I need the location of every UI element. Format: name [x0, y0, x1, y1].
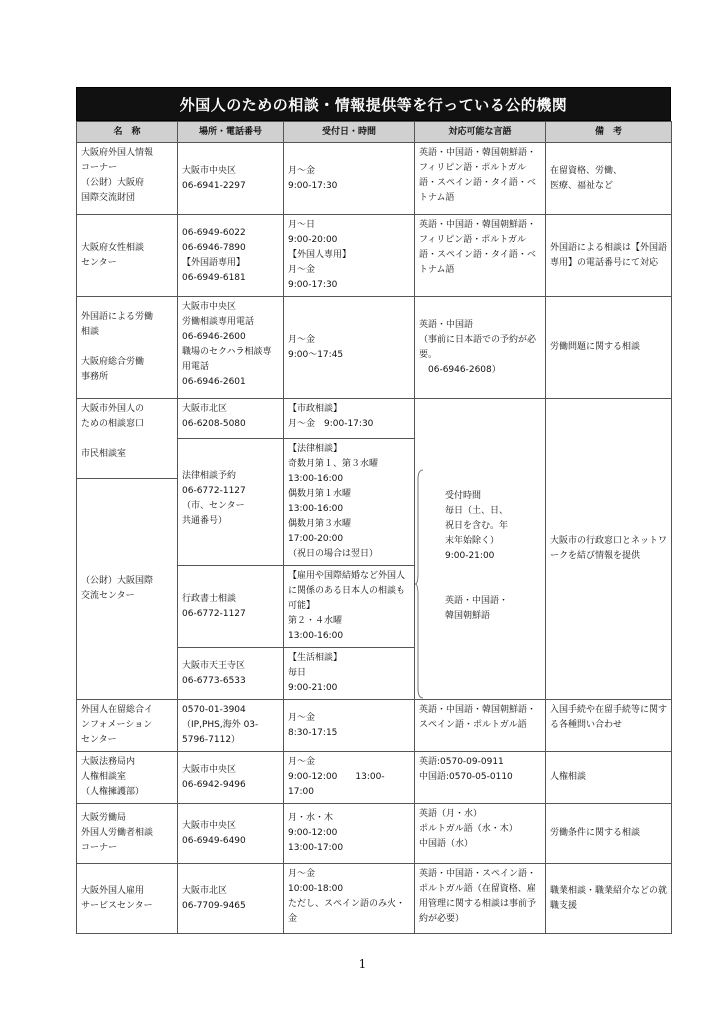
- cell-note: 外国語による相談は【外国語専用】の電話番号にて対応: [546, 215, 672, 297]
- cell-time: 月・水・木 9:00-12:00 13:00-17:00: [284, 804, 415, 864]
- header-time: 受付日・時間: [284, 122, 415, 143]
- cell-time: 月～金 9:00～17:45: [284, 297, 415, 399]
- cell-note: 在留資格、労働、 医療、福祉など: [546, 143, 672, 215]
- cell-note: 入国手続や在留手続等に関する各種問い合わせ: [546, 700, 672, 752]
- cell-time: 【生活相談】 毎日 9:00-21:00: [284, 648, 415, 700]
- brace-mark: [415, 469, 425, 699]
- cell-language: 英語（月・水） ポルトガル語（水・木） 中国語（水）: [415, 804, 546, 864]
- cell-place: 大阪市中央区 労働相談専用電話 06-6946-2600 職場のセクハラ相談専用電話 06-6946-2601: [178, 297, 284, 399]
- cell-name: 大阪府女性相談 センター: [77, 215, 178, 297]
- table-row: [77, 297, 672, 399]
- cell-language: 英語・中国語 （事前に日本語での予約が必要。 06-6946-2608）: [415, 297, 546, 399]
- cell-language: 英語・中国語・スペイン語・ポルトガル語（在留資格、雇用管理に関する相談は事前予約が必要）: [415, 864, 546, 934]
- header-row: [77, 122, 672, 143]
- header-place: 場所・電話番号: [178, 122, 284, 143]
- cell-place: 大阪市中央区 06-6942-9496: [178, 752, 284, 804]
- cell-time: 月～金 9:00-17:30: [284, 143, 415, 215]
- cell-note: 労働条件に関する相談: [546, 804, 672, 864]
- cell-name: 大阪法務局内 人権相談室 （人権擁護部）: [77, 752, 178, 804]
- cell-time: 【市政相談】 月～金 9:00-17:30: [284, 399, 415, 439]
- cell-time: 月～金 10:00-18:00 ただし、スペイン語のみ火・金: [284, 864, 415, 934]
- cell-time: 【雇用や国際結婚など外国人に関係のある日本人の相談も可能】 第２・４水曜 13:00-16:00: [284, 566, 415, 648]
- cell-name: 大阪市外国人の ための相談窓口 市民相談室: [77, 399, 178, 479]
- table-row: [77, 215, 672, 297]
- cell-language: 英語・中国語・韓国朝鮮語・フィリピン語・ポルトガル語・スペイン語・タイ語・ベトナム語: [415, 143, 546, 215]
- header-note: 備 考: [546, 122, 672, 143]
- document-page: [76, 87, 671, 934]
- cell-name: 外国語による労働 相談 大阪府総合労働 事務所: [77, 297, 178, 399]
- cell-place: 大阪市天王寺区 06-6773-6533: [178, 648, 284, 700]
- cell-note: 人権相談: [546, 752, 672, 804]
- table-row: [77, 399, 672, 439]
- cell-language: 英語・中国語・韓国朝鮮語・フィリピン語・ポルトガル語・スペイン語・タイ語・ベトナム語: [415, 215, 546, 297]
- cell-name: 大阪外国人雇用 サービスセンター: [77, 864, 178, 934]
- document-title: 外国人のための相談・情報提供等を行っている公的機関: [76, 87, 671, 121]
- cell-name: 大阪労働局 外国人労働者相談 コーナー: [77, 804, 178, 864]
- cell-place: 法律相談予約 06-6772-1127 （市、センター 共通番号）: [178, 439, 284, 566]
- cell-name: 外国人在留総合イ ンフォメーション センター: [77, 700, 178, 752]
- table-row: [77, 804, 672, 864]
- cell-note: 大阪市の行政窓口とネットワークを結び情報を提供: [546, 399, 672, 700]
- header-name: 名 称: [77, 122, 178, 143]
- table-row: [77, 864, 672, 934]
- language-text: 受付時間 毎日（土、日、 祝日を含む。年 末年始除く） 9:00-21:00 英語・中国語・ 韓国朝鮮語: [445, 491, 509, 621]
- cell-time: 月～日 9:00-20:00 【外国人専用】 月～金 9:00-17:30: [284, 215, 415, 297]
- cell-time: 月～金 8:30-17:15: [284, 700, 415, 752]
- table-row: [77, 143, 672, 215]
- header-language: 対応可能な言語: [415, 122, 546, 143]
- cell-time: 【法律相談】 奇数月第１、第３水曜 13:00-16:00 偶数月第１水曜 13:00-16:00 偶数月第３水曜 17:00-20:00 （祝日の場合は翌日）: [284, 439, 415, 566]
- cell-place: 大阪市中央区 06-6949-6490: [178, 804, 284, 864]
- cell-language: 英語・中国語・韓国朝鮮語・スペイン語・ポルトガル語: [415, 700, 546, 752]
- cell-place: 06-6949-6022 06-6946-7890 【外国語専用】 06-6949-6181: [178, 215, 284, 297]
- cell-name: 大阪府外国人情報 コーナー （公財）大阪府 国際交流財団: [77, 143, 178, 215]
- cell-place: 0570-01-3904 （IP,PHS,海外 03-5796-7112）: [178, 700, 284, 752]
- cell-time: 月～金 9:00-12:00 13:00-17:00: [284, 752, 415, 804]
- table-row: [77, 700, 672, 752]
- cell-place: 大阪市中央区 06-6941-2297: [178, 143, 284, 215]
- cell-note: 職業相談・職業紹介などの就職支援: [546, 864, 672, 934]
- page-number: 1: [358, 957, 367, 971]
- table-row: [77, 752, 672, 804]
- cell-note: 労働問題に関する相談: [546, 297, 672, 399]
- cell-place: 大阪市北区 06-7709-9465: [178, 864, 284, 934]
- cell-place: 大阪市北区 06-6208-5080: [178, 399, 284, 439]
- cell-name: （公財）大阪国際 交流センター: [77, 479, 178, 700]
- cell-language: 英語:0570-09-0911 中国語:0570-05-0110: [415, 752, 546, 804]
- cell-language: [415, 399, 546, 700]
- cell-place: 行政書士相談 06-6772-1127: [178, 566, 284, 648]
- institutions-table: [76, 121, 672, 934]
